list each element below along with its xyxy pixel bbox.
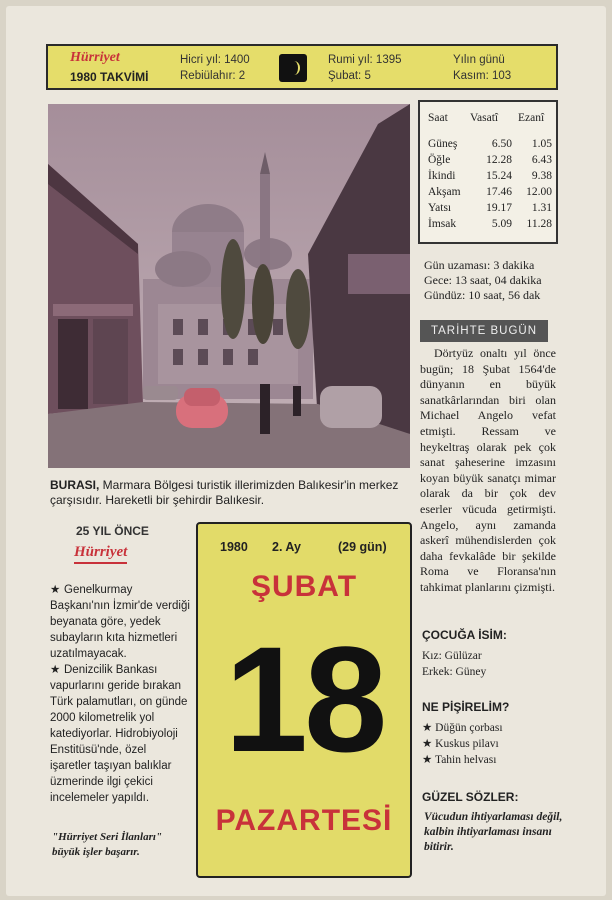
news-column [50, 582, 190, 806]
year-label: 1980 TAKVİMİ [70, 70, 149, 84]
vasati-time: 19.17 [486, 202, 512, 214]
rumi-year: Rumi yıl: 1395 [328, 54, 402, 66]
rebiulahir: Rebiülahır: 2 [180, 70, 246, 82]
vasati-time: 15.24 [486, 170, 512, 182]
moon-icon [279, 54, 307, 82]
calendar-day-count: (29 gün) [338, 540, 387, 554]
table-row [420, 138, 556, 154]
list-item: ★ Tahin helvası [422, 754, 497, 766]
news-text: Genelkurmay Başkanı'nın İzmir'de verdiği beyanata göre, yedek subayların kıta hizmetleri uzatılmayacak. [50, 584, 190, 660]
guzel-sozler-heading: GÜZEL SÖZLER: [422, 790, 519, 804]
cocuga-isim-list [422, 648, 486, 680]
menu-list [422, 720, 503, 768]
news-item [50, 582, 190, 662]
ezani-time: 9.38 [531, 170, 552, 182]
25-yil-once-heading: 25 YIL ÖNCE [76, 524, 149, 538]
tarihte-bugun-heading: TARİHTE BUGÜN [420, 320, 548, 342]
rumi-subat: Şubat: 5 [328, 70, 371, 82]
table-row [420, 186, 556, 202]
prayer-name: Akşam [428, 186, 461, 198]
mosque-photo [48, 104, 410, 468]
ezani-time: 1.05 [531, 138, 552, 150]
ezani-time: 11.28 [526, 218, 552, 230]
list-item: ★ Kuskus pilavı [422, 738, 499, 750]
prayer-name: Güneş [428, 138, 458, 150]
girl-name: Kız: Gülüzar [422, 650, 482, 662]
vasati-time: 12.28 [486, 154, 512, 166]
news-item [50, 662, 190, 806]
caption-lead: BURASI, [50, 478, 100, 492]
star-icon: ★ [50, 664, 61, 676]
day-number: 18 [224, 615, 384, 783]
day-lengthening: Gün uzaması: 3 dakika [424, 258, 535, 272]
tarihte-bugun-text: Dörtyüz onaltı yıl önce bugün; 18 Şubat 1564'de dünyanın en büyük sanatkârlarından biri olan Michael Angelo vefat etmişti. Ressam ve heykeltraş olarak pek çok sanat şaheserine imzasını koyan büyük sanatçı mimar olarak da bir çok dev eserler vücuda getirmişti. Angelo, aynı zamanda askerî mühendislerden çok daha fevkalâde bir şekilde Roma ve Floransa'nın tahkimat planlarını çizmişti. [420, 346, 556, 594]
prayer-name: İkindi [428, 170, 456, 182]
hicri-year: Hicri yıl: 1400 [180, 54, 250, 66]
col-header-ezani: Ezanî [518, 112, 545, 124]
ne-pisirelim-heading: NE PİŞİRELİM? [422, 700, 510, 714]
col-header-saat: Saat [428, 112, 448, 124]
calendar-month-number: 2. Ay [272, 540, 301, 554]
ezani-time: 12.00 [526, 186, 552, 198]
brand-logo: Hürriyet [70, 50, 120, 65]
list-item: ★ Düğün çorbası [422, 722, 503, 734]
rumi-kasim: Kasım: 103 [453, 70, 512, 82]
vasati-time: 6.50 [491, 138, 512, 150]
month-name: ŞUBAT [250, 570, 358, 603]
prayer-name: İmsak [428, 218, 457, 230]
col-header-vasati: Vasatî [470, 112, 499, 124]
boy-name: Erkek: Güney [422, 666, 487, 678]
ezani-time: 1.31 [531, 202, 552, 214]
brand-logo-small: Hürriyet [74, 544, 128, 560]
table-row [420, 170, 556, 186]
yilin-gunu: Yılın günü [453, 54, 505, 66]
table-row [420, 154, 556, 170]
weekday-name: PAZARTESİ [215, 804, 393, 837]
prayer-times-table [418, 100, 558, 244]
vasati-time: 17.46 [486, 186, 512, 198]
prayer-name: Yatsı [428, 202, 452, 214]
calendar-year: 1980 [220, 540, 248, 554]
date-block [196, 522, 412, 878]
classified-slogan: "Hürriyet Seri İlanları" büyük işler başarır. [52, 831, 163, 858]
guzel-sozler-text: Vücudun ihtiyarlaması değil, kalbin ihtiyarlaması insanı bitirir. [424, 811, 563, 853]
night-length: Gece: 13 saat, 04 dakika [424, 273, 542, 287]
prayer-name: Öğle [428, 154, 451, 166]
header-bar [46, 44, 558, 90]
star-icon: ★ [50, 584, 61, 596]
table-row [420, 202, 556, 218]
news-text: Denizcilik Bankası vapurlarını geride bırakan Türk palamutları, on günde 2000 kilometrelik yol katediyorlar. Hidrobiyoloji Enstitüsü'nde, özel işaretler taşıyan balıklar üzmerinde ilgi çekici incelemeler yapıldı. [50, 664, 188, 804]
table-row [420, 218, 556, 234]
day-length: Gündüz: 10 saat, 56 dak [424, 288, 541, 302]
ezani-time: 6.43 [531, 154, 552, 166]
day-length-info [424, 258, 542, 303]
caption-text: Marmara Bölgesi turistik illerimizden Balıkesir'in merkez çarşısıdır. Hareketli bir şehirdir Balıkesir. [50, 478, 399, 507]
vasati-time: 5.09 [491, 218, 512, 230]
cocuga-isim-heading: ÇOCUĞA İSİM: [422, 628, 507, 642]
photo-caption [50, 478, 412, 508]
